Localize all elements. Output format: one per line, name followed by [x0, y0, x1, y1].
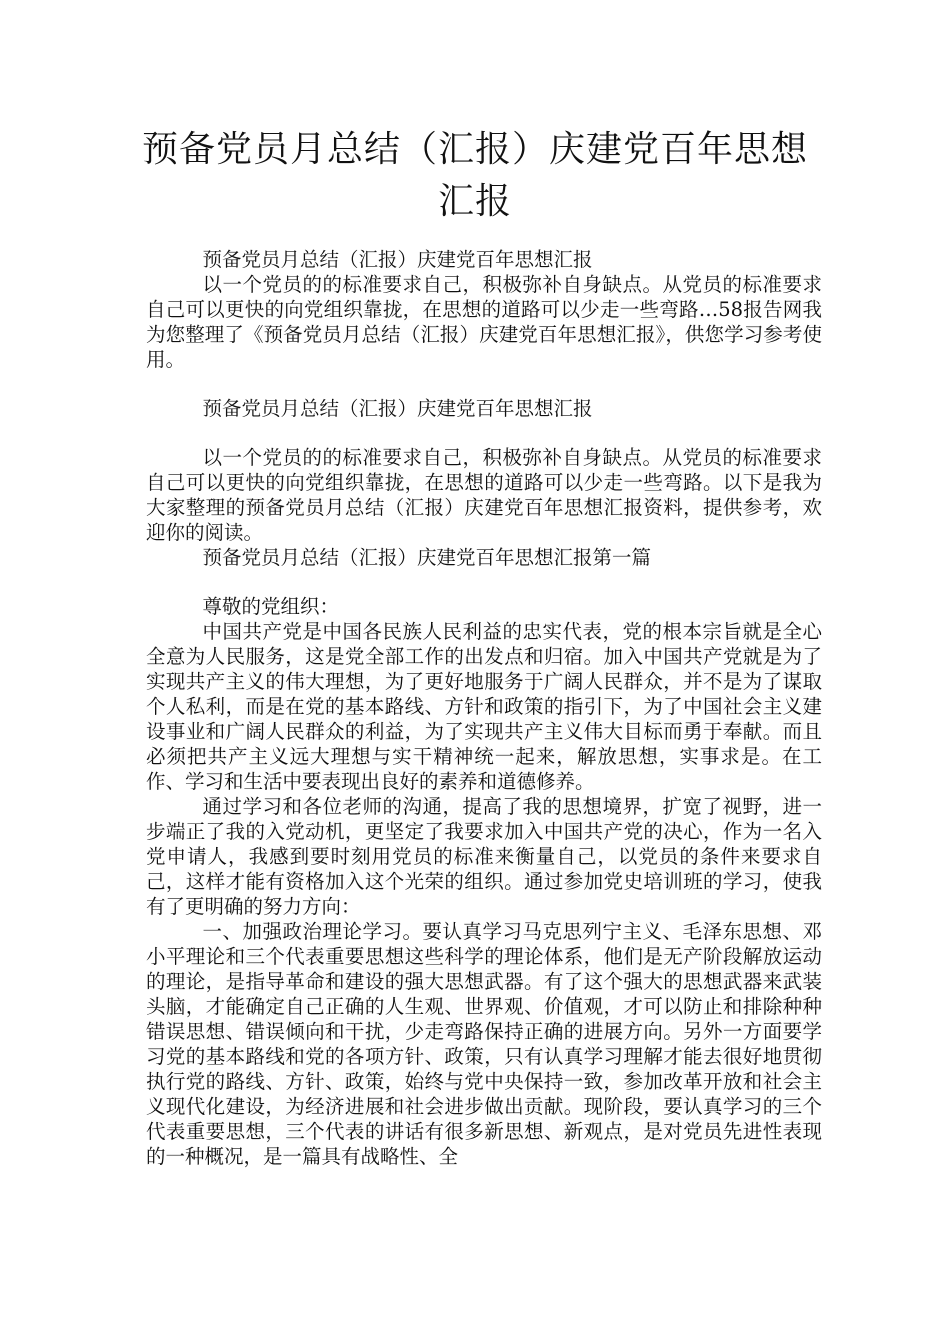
intro-paragraph-repeat: 以一个党员的的标准要求自己，积极弥补自身缺点。从党员的标准要求自己可以更快的向党组织靠拢，在思想的道路可以少走一些弯路。以下是我为大家整理的预备党员月总结（汇报）庆建党百年思想汇报资料，提供参考，欢迎你的阅读。	[146, 446, 822, 544]
body-paragraph: 一、加强政治理论学习。要认真学习马克思列宁主义、毛泽东思想、邓小平理论和三个代表重要思想这些科学的理论体系，他们是无产阶段解放运动的理论，是指导革命和建设的强大思想武器。有了这个强大的思想武器来武装头脑，才能确定自己正确的人生观、世界观、价值观，才可以防止和排除种种错误思想、错误倾向和干扰，少走弯路保持正确的进展方向。另外一方面要学习党的基本路线和党的各项方针、政策，只有认真学习理解才能去很好地贯彻执行党的路线、方针、政策，始终与党中央保持一致，参加改革开放和社会主义现代化建设，为经济进展和社会进步做出贡献。现阶段，要认真学习的三个代表重要思想，三个代表的讲话有很多新思想、新观点，是对党员先进性表现的一种概况，是一篇具有战略性、全	[146, 920, 822, 1168]
body-paragraph: 中国共产党是中国各民族人民利益的忠实代表，党的根本宗旨就是全心全意为人民服务，这是党全部工作的出发点和归宿。加入中国共产党就是为了实现共产主义的伟大理想，为了更好地服务于广阔人民群众，并不是为了谋取个人私利，而是在党的基本路线、方针和政策的指引下，为了中国社会主义建设事业和广阔人民群众的利益，为了实现共产主义伟大目标而勇于奉献。而且必须把共产主义远大理想与实干精神统一起来，解放思想，实事求是。在工作、学习和生活中要表现出良好的素养和道德修养。	[146, 620, 822, 793]
salutation: 尊敬的党组织：	[202, 595, 340, 618]
title-line-1: 预备党员月总结（汇报）庆建党百年思想	[141, 129, 808, 170]
document-title	[120, 124, 830, 228]
document-body	[146, 247, 822, 1169]
intro-paragraph: 以一个党员的的标准要求自己，积极弥补自身缺点。从党员的标准要求自己可以更快的向党组织靠拢，在思想的道路可以少走一些弯路…58报告网我为您整理了《预备党员月总结（汇报）庆建党百年思想汇报》，供您学习参考使用。	[146, 273, 822, 371]
title-line-2: 汇报	[437, 181, 512, 222]
subtitle-paragraph: 预备党员月总结（汇报）庆建党百年思想汇报	[202, 248, 593, 271]
body-paragraph: 通过学习和各位老师的沟通，提高了我的思想境界，扩宽了视野，进一步端正了我的入党动机，更坚定了我要求加入中国共产党的决心，作为一名入党申请人，我感到要时刻用党员的标准来衡量自己，以党员的条件来要求自己，这样才能有资格加入这个光荣的组织。通过参加党史培训班的学习，使我有了更明确的努力方向：	[146, 795, 822, 918]
subtitle-paragraph-repeat: 预备党员月总结（汇报）庆建党百年思想汇报	[202, 397, 593, 420]
section-heading: 预备党员月总结（汇报）庆建党百年思想汇报第一篇	[202, 546, 652, 569]
